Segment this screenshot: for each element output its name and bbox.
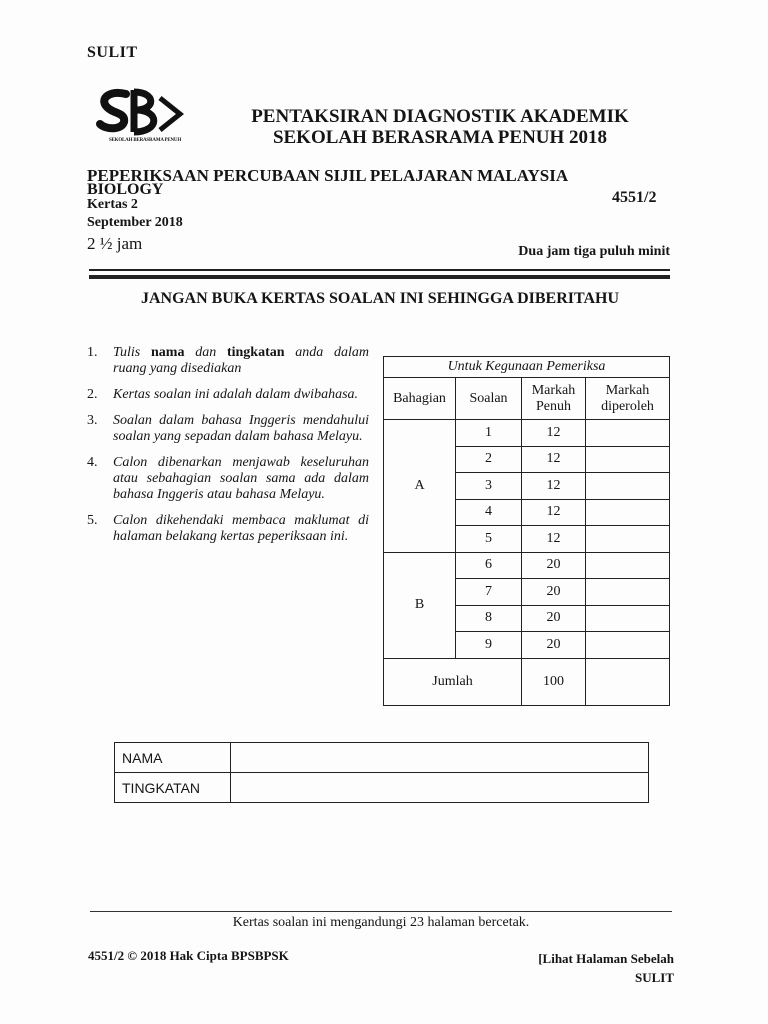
marks-obtained-cell[interactable] <box>586 632 670 659</box>
total-marks-obtained-cell[interactable] <box>586 658 670 705</box>
full-marks: 12 <box>522 420 586 447</box>
column-header-section: Bahagian <box>384 378 456 420</box>
instructions-list <box>87 345 369 555</box>
full-marks: 12 <box>522 526 586 553</box>
table-row <box>384 420 670 447</box>
section-a-label: A <box>384 420 456 553</box>
instruction-item <box>87 413 369 445</box>
name-field[interactable] <box>231 743 649 773</box>
full-marks: 12 <box>522 499 586 526</box>
name-label: NAMA <box>115 743 231 773</box>
marks-obtained-cell[interactable] <box>586 420 670 447</box>
instruction-text: Soalan dalam bahasa Inggeris mendahului soalan yang sepadan dalam bahasa Melayu. <box>113 413 369 444</box>
title-line-2: SEKOLAH BERASRAMA PENUH 2018 <box>272 127 608 148</box>
exam-date: September 2018 <box>87 215 183 230</box>
exam-name: PEPERIKSAAN PERCUBAAN SIJIL PELAJARAN MALAYSIA <box>87 166 569 185</box>
table-caption: Untuk Kegunaan Pemeriksa <box>384 357 670 378</box>
column-header-question: Soalan <box>456 378 522 420</box>
instruction-text: Kertas soalan ini adalah dalam dwibahasa. <box>113 387 359 402</box>
total-full-marks: 100 <box>522 658 586 705</box>
question-number: 6 <box>456 552 522 579</box>
instruction-number: 2. <box>87 387 98 402</box>
instruction-item <box>87 455 369 503</box>
question-number: 2 <box>456 446 522 473</box>
header-rule-thick <box>89 275 670 279</box>
marks-obtained-cell[interactable] <box>586 499 670 526</box>
full-marks: 20 <box>522 605 586 632</box>
column-header-full-marks: Markah Penuh <box>522 378 586 420</box>
instruction-text: Calon dibenarkan menjawab keseluruhan atau sebahagian soalan sama ada dalam bahasa Inggeris atau bahasa Melayu. <box>113 455 369 502</box>
instruction-item <box>87 345 369 377</box>
header-rule-thin <box>89 269 670 271</box>
examiner-marks-table <box>383 356 670 706</box>
classification-bottom: SULIT <box>634 970 674 985</box>
form-field[interactable] <box>231 773 649 803</box>
duration: 2 ½ jam <box>87 234 143 253</box>
instruction-text: Calon dikehendaki membaca maklumat di halaman belakang kertas peperiksaan ini. <box>113 513 369 544</box>
logo-caption: SEKOLAH BERASRAMA PENUH <box>108 138 182 143</box>
instruction-number: 4. <box>87 455 98 470</box>
form-label: TINGKATAN <box>115 773 231 803</box>
marks-obtained-cell[interactable] <box>586 526 670 553</box>
sbp-logo <box>96 86 194 146</box>
marks-obtained-cell[interactable] <box>586 473 670 500</box>
question-number: 9 <box>456 632 522 659</box>
classification-top: SULIT <box>87 44 138 61</box>
full-marks: 12 <box>522 446 586 473</box>
question-number: 1 <box>456 420 522 447</box>
total-row <box>384 658 670 705</box>
marks-obtained-cell[interactable] <box>586 552 670 579</box>
next-page-note: [Lihat Halaman Sebelah <box>538 951 674 966</box>
instruction-item <box>87 513 369 545</box>
warning-notice: JANGAN BUKA KERTAS SOALAN INI SEHINGGA DIBERITAHU <box>140 290 620 307</box>
subject: BIOLOGY <box>87 181 164 198</box>
instruction-number: 1. <box>87 345 98 360</box>
candidate-info-box <box>114 742 649 803</box>
total-label: Jumlah <box>384 658 522 705</box>
pages-note: Kertas soalan ini mengandungi 23 halaman bercetak. <box>232 915 530 930</box>
question-number: 3 <box>456 473 522 500</box>
full-marks: 12 <box>522 473 586 500</box>
question-number: 8 <box>456 605 522 632</box>
footer-rule <box>90 911 672 912</box>
title-line-1: PENTAKSIRAN DIAGNOSTIK AKADEMIK <box>251 106 629 127</box>
name-row <box>115 743 649 773</box>
full-marks: 20 <box>522 632 586 659</box>
paper-number: Kertas 2 <box>87 197 138 212</box>
question-number: 7 <box>456 579 522 606</box>
question-number: 4 <box>456 499 522 526</box>
full-marks: 20 <box>522 552 586 579</box>
table-row <box>384 552 670 579</box>
marks-obtained-cell[interactable] <box>586 605 670 632</box>
marks-obtained-cell[interactable] <box>586 579 670 606</box>
question-number: 5 <box>456 526 522 553</box>
duration-words: Dua jam tiga puluh minit <box>518 244 670 259</box>
instruction-item <box>87 387 369 403</box>
paper-code: 4551/2 <box>612 189 657 206</box>
section-b-label: B <box>384 552 456 658</box>
column-header-marks-obtained: Markah diperoleh <box>586 378 670 420</box>
copyright: 4551/2 © 2018 Hak Cipta BPSBPSK <box>88 948 289 963</box>
instruction-text: Tulis nama dan tingkatan anda dalam ruang yang disediakan <box>113 345 370 376</box>
instruction-number: 5. <box>87 513 98 528</box>
form-row <box>115 773 649 803</box>
marks-obtained-cell[interactable] <box>586 446 670 473</box>
full-marks: 20 <box>522 579 586 606</box>
instruction-number: 3. <box>87 413 98 428</box>
